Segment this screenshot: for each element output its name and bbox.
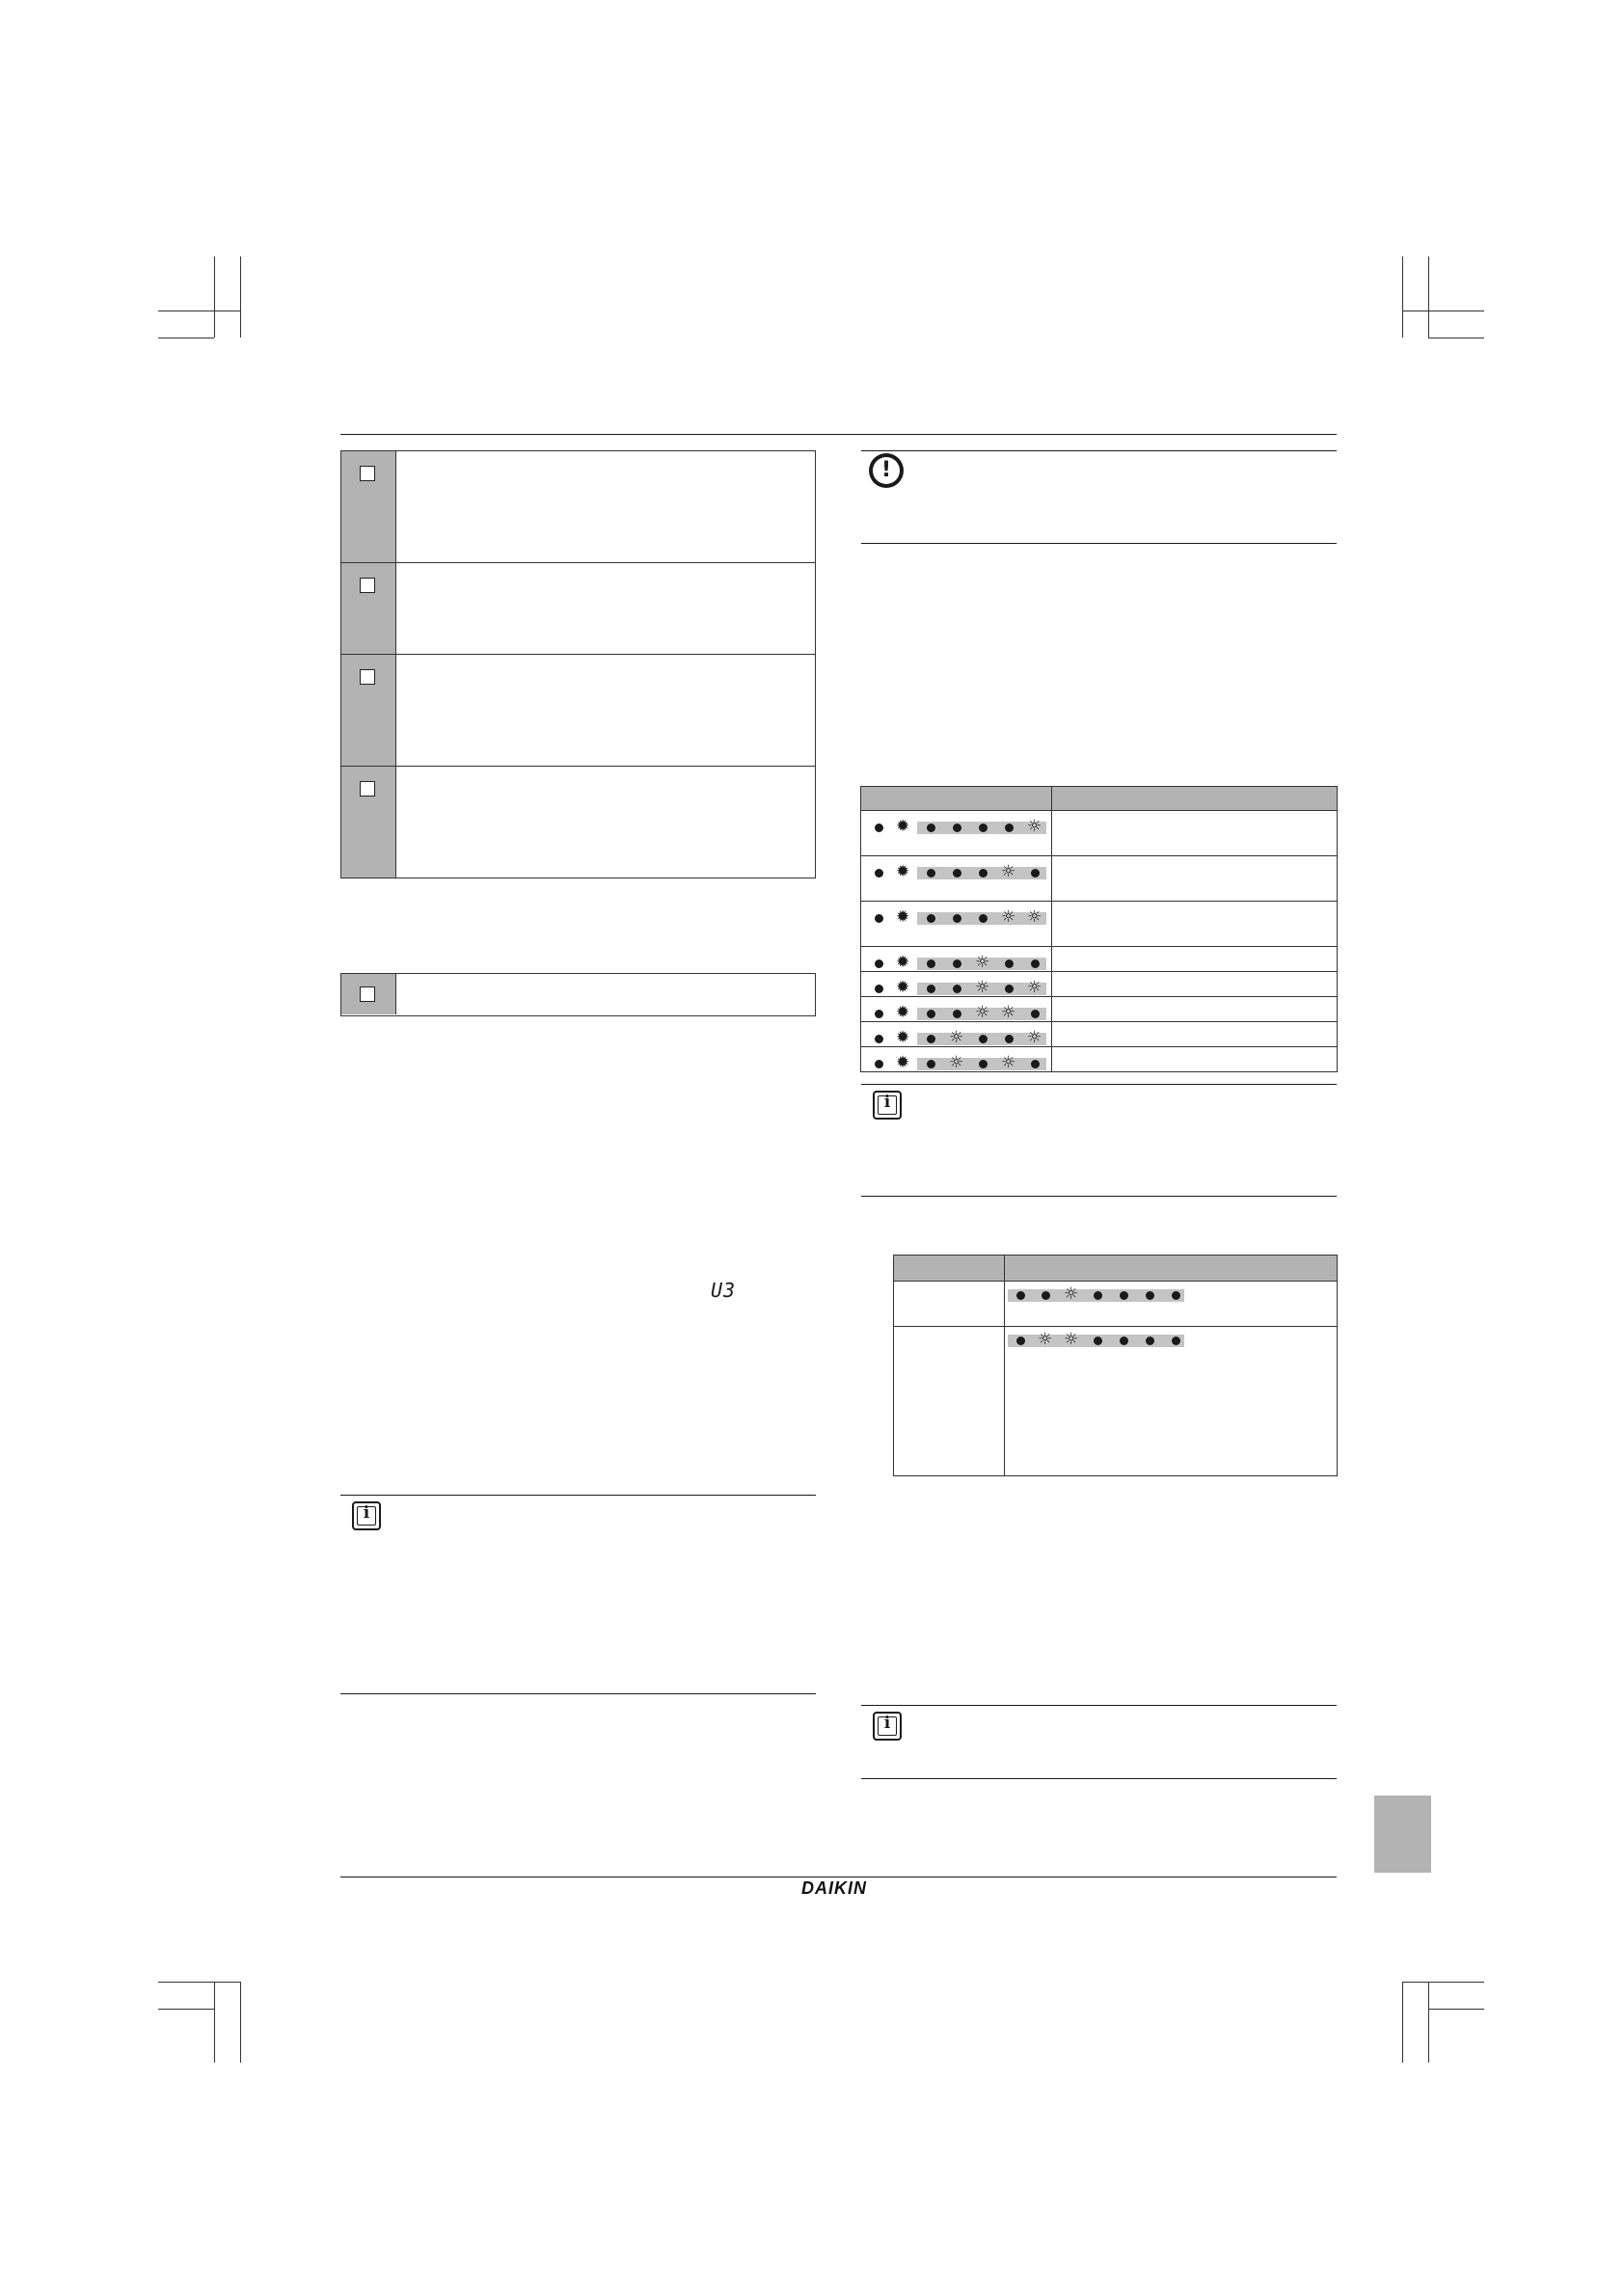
note-rule-top (861, 1084, 1337, 1085)
led-off-icon: ☼ (1027, 907, 1042, 927)
table-cell (1052, 1022, 1338, 1047)
led-mode-table (893, 1255, 1338, 1476)
header-rule (340, 434, 1337, 435)
led-on-dot (927, 869, 935, 878)
table-cell (1052, 997, 1338, 1022)
checklist-row (341, 974, 815, 1014)
table-row (861, 972, 1338, 997)
info-icon (873, 1712, 902, 1741)
led-on-dot (927, 824, 935, 832)
crop-mark (1402, 1982, 1403, 2063)
table-row (894, 1282, 1338, 1327)
led-on-dot (875, 914, 883, 923)
table-row (861, 947, 1338, 972)
led-status-table (860, 786, 1338, 1072)
led-on-dot (953, 869, 961, 878)
crop-mark (1402, 257, 1403, 338)
crop-mark (240, 257, 241, 338)
led-off-icon: ☼ (975, 978, 990, 997)
note-rule-top (340, 1495, 816, 1496)
checklist-text (396, 451, 815, 562)
led-off-icon: ☼ (1038, 1330, 1053, 1349)
table-cell (861, 972, 1052, 997)
checklist-text (396, 974, 815, 1014)
note-rule-bottom (340, 1693, 816, 1694)
led-blink-icon: ✹ (896, 953, 910, 972)
led-on-dot (1094, 1291, 1102, 1300)
checkbox[interactable] (360, 466, 375, 481)
info-icon-letter: i (363, 1503, 370, 1523)
led-on-dot (1005, 824, 1014, 832)
table-row (861, 997, 1338, 1022)
led-on-dot (1031, 869, 1040, 878)
led-on-dot (1120, 1291, 1128, 1300)
checklist-text (396, 563, 815, 654)
led-on-dot (1172, 1291, 1180, 1300)
table-row (861, 856, 1338, 902)
led-strip (1005, 1286, 1338, 1304)
led-off-icon: ☼ (1027, 978, 1042, 997)
table-row (861, 902, 1338, 947)
led-on-dot (875, 869, 883, 878)
led-on-dot (1031, 1010, 1040, 1018)
led-on-dot (1120, 1337, 1128, 1345)
table-row (894, 1327, 1338, 1476)
table-cell (861, 1047, 1052, 1072)
led-blink-icon: ✹ (896, 978, 910, 997)
led-on-dot (1031, 959, 1040, 968)
checklist-text (396, 767, 815, 878)
crop-mark (214, 1982, 215, 2063)
table-header-cell (1052, 787, 1338, 811)
led-off-icon: ☼ (1064, 1284, 1079, 1304)
led-strip (861, 1005, 1052, 1022)
led-on-dot (927, 1035, 935, 1043)
led-on-dot (1146, 1337, 1154, 1345)
led-off-icon: ☼ (975, 1003, 990, 1022)
led-on-dot (953, 824, 961, 832)
table-cell (1052, 902, 1338, 947)
table-header-row (861, 787, 1338, 811)
table-cell (861, 856, 1052, 902)
led-on-dot (1005, 959, 1014, 968)
crop-mark (158, 2009, 214, 2010)
table-cell (1052, 811, 1338, 856)
led-blink-icon: ✹ (896, 1003, 910, 1022)
table-cell (861, 947, 1052, 972)
exclamation-icon (869, 453, 904, 488)
crop-mark (240, 1982, 241, 2063)
led-strip (861, 819, 1052, 836)
warning-rule-top (861, 450, 1337, 451)
table-row (861, 811, 1338, 856)
led-off-icon: ☼ (1064, 1330, 1079, 1349)
led-off-icon: ☼ (975, 953, 990, 972)
crop-mark (158, 1982, 240, 1983)
led-on-dot (1042, 1291, 1050, 1300)
table-cell (1052, 947, 1338, 972)
warning-rule-bottom (861, 543, 1337, 544)
table-cell (1052, 856, 1338, 902)
led-off-icon: ☼ (949, 1028, 964, 1047)
checklist-cell (341, 451, 396, 562)
table-row (861, 1047, 1338, 1072)
led-on-dot (927, 959, 935, 968)
crop-mark (1428, 1982, 1429, 2063)
led-on-dot (1031, 1060, 1040, 1068)
checklist-text (396, 655, 815, 766)
checklist-cell (341, 767, 396, 878)
led-on-dot (1094, 1337, 1102, 1345)
crop-mark (1428, 257, 1429, 338)
led-strip (861, 980, 1052, 997)
led-strip (1005, 1332, 1338, 1349)
led-on-dot (979, 1060, 988, 1068)
crop-mark (1402, 1982, 1484, 1983)
checklist-main (340, 450, 816, 878)
checkbox[interactable] (360, 669, 375, 685)
info-icon-letter: i (883, 1093, 891, 1112)
led-strip (861, 1030, 1052, 1047)
led-strip (861, 1055, 1052, 1072)
led-on-dot (875, 959, 883, 968)
table-cell (894, 1327, 1005, 1476)
led-strip (861, 909, 1052, 927)
led-on-dot (875, 824, 883, 832)
table-cell (894, 1282, 1005, 1327)
crop-mark (214, 257, 215, 338)
led-off-icon: ☼ (1001, 1003, 1016, 1022)
led-on-dot (927, 914, 935, 923)
led-blink-icon: ✹ (896, 817, 910, 836)
led-on-dot (927, 1060, 935, 1068)
led-strip (861, 955, 1052, 972)
table-cell (1052, 972, 1338, 997)
table-row (861, 1022, 1338, 1047)
info-icon (352, 1501, 381, 1530)
note-rule-top (861, 1705, 1337, 1706)
note-rule-bottom (861, 1778, 1337, 1779)
led-blink-icon: ✹ (896, 1053, 910, 1072)
table-cell (1052, 1047, 1338, 1072)
led-on-dot (927, 985, 935, 993)
led-off-icon: ☼ (1001, 907, 1016, 927)
checklist-cell (341, 974, 396, 1014)
led-off-icon: ☼ (1001, 862, 1016, 881)
led-on-dot (1005, 985, 1014, 993)
led-on-dot (1016, 1337, 1025, 1345)
note-rule-bottom (861, 1196, 1337, 1197)
led-on-dot (953, 1010, 961, 1018)
table-cell (861, 902, 1052, 947)
checklist-row (341, 767, 815, 878)
led-on-dot (875, 1010, 883, 1018)
led-on-dot (953, 985, 961, 993)
led-on-dot (953, 959, 961, 968)
led-off-icon: ☼ (949, 1053, 964, 1072)
checklist-row (341, 655, 815, 767)
led-blink-icon: ✹ (896, 1028, 910, 1047)
led-off-icon: ☼ (1001, 1053, 1016, 1072)
exclamation-icon-letter: ! (880, 458, 892, 482)
led-on-dot (1005, 1035, 1014, 1043)
led-on-dot (1146, 1291, 1154, 1300)
table-cell (861, 811, 1052, 856)
checklist-row (341, 563, 815, 655)
table-cell (861, 997, 1052, 1022)
led-blink-icon: ✹ (896, 907, 910, 927)
table-header-row (894, 1256, 1338, 1282)
checklist-cell (341, 563, 396, 654)
segment-code: U3 (711, 1279, 737, 1302)
checkbox[interactable] (360, 578, 375, 593)
led-blink-icon: ✹ (896, 862, 910, 881)
led-on-dot (979, 869, 988, 878)
checklist-cell (341, 655, 396, 766)
chapter-tab-marker (1374, 1796, 1431, 1873)
table-header-cell (894, 1256, 1005, 1282)
led-on-dot (875, 1035, 883, 1043)
led-on-dot (979, 824, 988, 832)
led-off-icon: ☼ (1027, 1028, 1042, 1047)
led-on-dot (875, 1060, 883, 1068)
led-on-dot (979, 914, 988, 923)
checkbox[interactable] (360, 986, 375, 1002)
info-icon (873, 1091, 902, 1120)
table-header-cell (861, 787, 1052, 811)
checkbox[interactable] (360, 781, 375, 797)
led-on-dot (875, 985, 883, 993)
table-cell (861, 1022, 1052, 1047)
brand-logo: DAIKIN (801, 1878, 867, 1898)
led-on-dot (927, 1010, 935, 1018)
led-strip (861, 864, 1052, 881)
led-on-dot (1172, 1337, 1180, 1345)
checklist-single (340, 973, 816, 1016)
crop-mark (1428, 2009, 1484, 2010)
led-on-dot (953, 914, 961, 923)
info-icon-letter: i (883, 1714, 891, 1733)
table-cell (1005, 1327, 1338, 1476)
led-on-dot (1016, 1291, 1025, 1300)
checklist-row (341, 451, 815, 563)
table-header-cell (1005, 1256, 1338, 1282)
table-cell (1005, 1282, 1338, 1327)
led-on-dot (979, 1035, 988, 1043)
led-off-icon: ☼ (1027, 817, 1042, 836)
